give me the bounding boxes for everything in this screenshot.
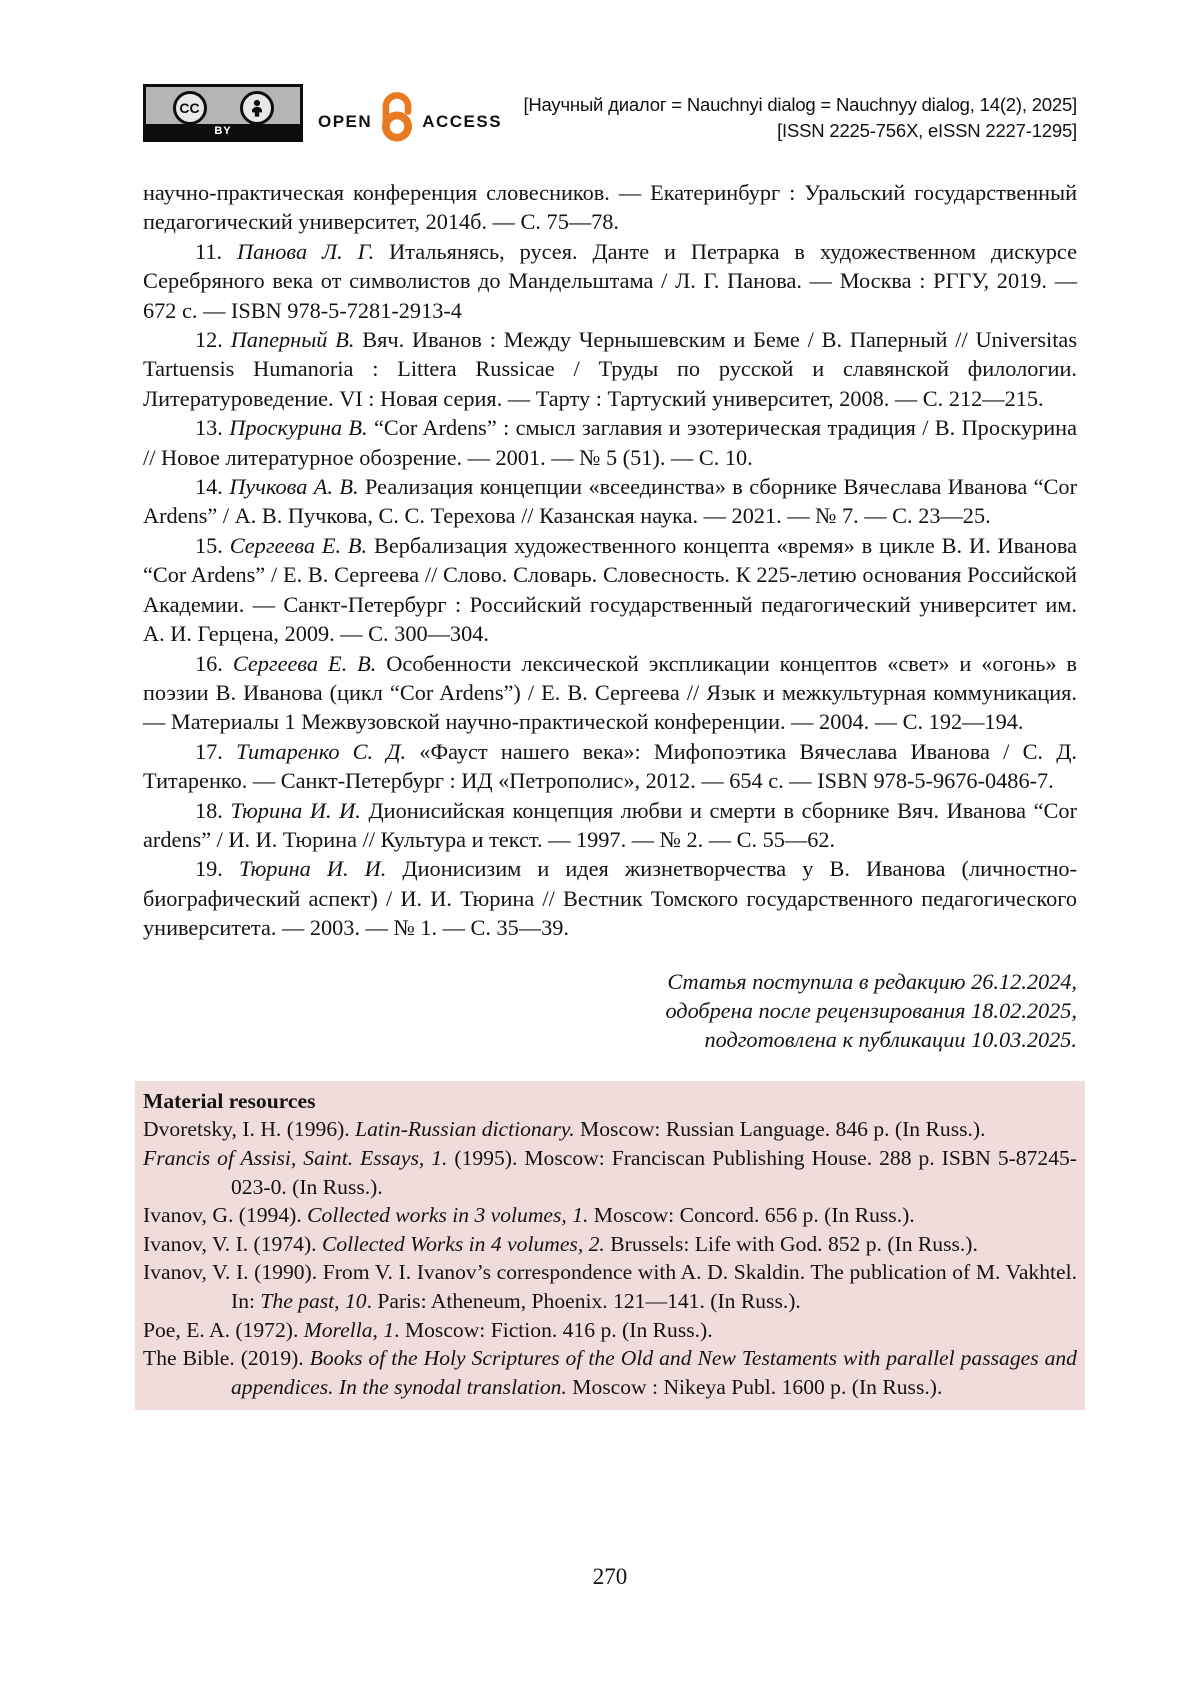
- reference-item: 11. Панова Л. Г. Итальянясь, русея. Данте и Петрарка в художественном дискурсе Серебряного века от символистов до Мандельштама / Л. Г. Панова. — Москва : РГГУ, 2019. — 672 с. — ISBN 978-5-7281-2913-4: [143, 238, 1077, 323]
- material-resource-item: Ivanov, V. I. (1974). Collected Works in 4 volumes, 2. Brussels: Life with God. 852 p. (In Russ.).: [143, 1231, 978, 1256]
- submission-received-line: Статья поступила в редакцию 26.12.2024,: [667, 968, 1077, 994]
- reference-item: 12. Паперный В. Вяч. Иванов : Между Чернышевским и Беме / В. Паперный // Universitas Tartuensis Humanoria : Littera Russicae / Труды по русской и славянской филологии. Литературоведение. VI : Новая серия. — Тарту : Тартуский университет, 2008. — С. 212—215.: [143, 327, 1078, 411]
- open-access-lock-icon: [377, 89, 417, 143]
- material-resource-item: Ivanov, G. (1994). Collected works in 3 volumes, 1. Moscow: Concord. 656 p. (In Russ.).: [143, 1203, 915, 1228]
- reference-item: 19. Тюрина И. И. Дионисизим и идея жизнетворчества у В. Иванова (личностно-биографический аспект) / И. И. Тюрина // Вестник Томского государственного педагогического университета. — 2003. — № 1. — С. 35—39.: [143, 856, 1078, 941]
- material-resource-item: Francis of Assisi, Saint. Essays, 1. (1995). Moscow: Franciscan Publishing House. 288 p. ISBN 5-87245-023-0. (In Russ.).: [143, 1145, 1077, 1199]
- material-resource-item: Poe, E. A. (1972). Morella, 1. Moscow: Fiction. 416 p. (In Russ.).: [143, 1317, 713, 1342]
- submission-prepared-line: подготовлена к публикации 10.03.2025.: [704, 1027, 1077, 1053]
- reference-item: 13. Проскурина В. “Cor Ardens” : смысл заглавия и эзотерическая традиция / В. Проскурина // Новое литературное обозрение. — 2001. — № 5 (51). — С. 10.: [143, 415, 1078, 470]
- cc-logo-text: CC: [179, 100, 200, 116]
- cc-logo-icon: [173, 91, 207, 125]
- reference-item: научно-практическая конференция словесников. — Екатеринбург : Уральский государственный педагогический университет, 2014б. — С. 75—78.: [143, 180, 1077, 235]
- reference-item: 14. Пучкова А. В. Реализация концепции «всеединства» в сборнике Вячеслава Иванова “Cor Ardens” / А. В. Пучкова, С. С. Терехова // Казанская наука. — 2021. — № 7. — С. 23—25.: [143, 474, 1078, 529]
- open-access-word-access: ACCESS: [422, 112, 503, 131]
- submission-dates: [143, 967, 1077, 1055]
- reference-item: 16. Сергеева Е. В. Особенности лексической экспликации концептов «свет» и «огонь» в поэзии В. Иванова (цикл “Cor Ardens”) / Е. В. Сергеева // Язык и межкультурная коммуникация. — Материалы 1 Межвузовской научно-практической конференции. — 2004. — С. 192—194.: [143, 650, 1077, 735]
- open-access-logo: [318, 88, 502, 144]
- cc-person-icon: [240, 91, 274, 125]
- material-resource-item: Dvoretsky, I. H. (1996). Latin-Russian dictionary. Moscow: Russian Language. 846 p. (In Russ.).: [143, 1117, 986, 1142]
- journal-title-line: [Научный диалог = Nauchnyi dialog = Nauchnyy dialog, 14(2), 2025]: [523, 94, 1077, 115]
- submission-approved-line: одобрена после рецензирования 18.02.2025,: [665, 997, 1077, 1023]
- page-body: [143, 178, 1077, 1410]
- reference-item: 17. Титаренко С. Д. «Фауст нашего века»: Мифопоэтика Вячеслава Иванова / С. Д. Титаренко. — Санкт-Петербург : ИД «Петрополис», 2012. — 654 с. — ISBN 978-5-9676-0486-7.: [143, 738, 1078, 794]
- journal-issn-line: [ISSN 2225-756X, eISSN 2227-1295]: [777, 120, 1077, 141]
- open-access-word-open: OPEN: [318, 112, 373, 131]
- material-resources-section: [135, 1081, 1085, 1411]
- cc-by-license-badge: [143, 84, 303, 142]
- reference-item: 18. Тюрина И. И. Дионисийская концепция любви и смерти в сборнике Вяч. Иванова “Cor ardens” / И. И. Тюрина // Культура и текст. — 1997. — № 2. — С. 55—62.: [143, 797, 1077, 852]
- material-resource-item: The Bible. (2019). Books of the Holy Scriptures of the Old and New Testaments with parallel passages and appendices. In the synodal translation. Moscow : Nikeya Publ. 1600 p. (In Russ.).: [143, 1346, 1077, 1399]
- reference-item: 15. Сергеева Е. В. Вербализация художественного концепта «время» в цикле В. И. Иванова “Cor Ardens” / Е. В. Сергеева // Слово. Словарь. Словесность. К 225-летию основания Российской Академии. — Санкт-Петербург : Российский государственный педагогический университет им. А. И. Герцена, 2009. — С. 300—304.: [143, 532, 1077, 647]
- material-resources-title: Material resources: [143, 1088, 316, 1113]
- cc-by-label: BY: [146, 124, 300, 139]
- material-resource-item: Ivanov, V. I. (1990). From V. I. Ivanov’s correspondence with A. D. Skaldin. The publication of M. Vakhtel. In: The past, 10. Paris: Atheneum, Phoenix. 121—141. (In Russ.).: [143, 1260, 1077, 1313]
- references-list: [143, 178, 1077, 943]
- journal-header-info: [523, 92, 1077, 144]
- page-number: 270: [592, 1564, 628, 1589]
